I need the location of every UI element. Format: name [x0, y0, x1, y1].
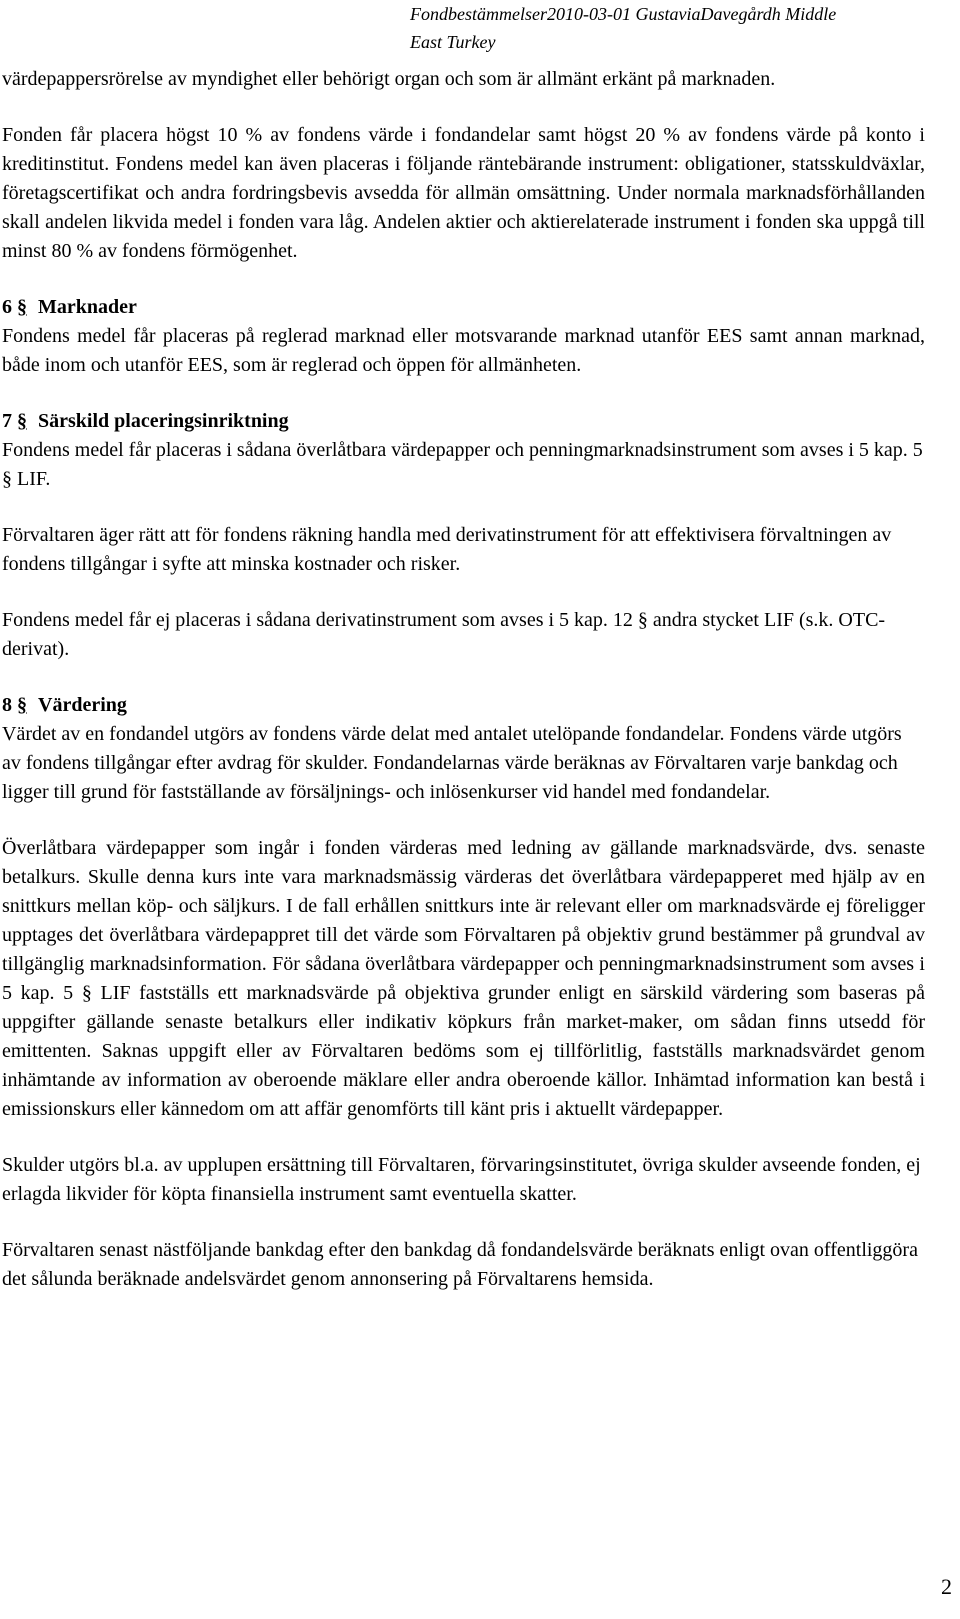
section-symbol: §: [17, 410, 27, 432]
section-8-body: Värdet av en fondandel utgörs av fondens värde delat med antalet utelöpande fondandelar. Fondens värde utgörs av fondens tillgångar efter avdrag för skulder. Fondandelarnas värde beräknas av Förvaltaren varje bankdag och ligger till grund för fastställande av försäljnings- och inlösenkurser vid handel med fondandelar.: [2, 723, 902, 803]
header-line-1: Fondbestämmelser2010-03-01 GustaviaDavegårdh Middle: [410, 4, 837, 24]
document-header: [410, 0, 930, 56]
section-symbol: §: [17, 694, 27, 716]
section-8-number: 8: [2, 694, 12, 716]
section-7-title: Särskild placeringsinriktning: [38, 410, 289, 432]
section-symbol: §: [17, 296, 27, 318]
section-8: [2, 691, 925, 1294]
section-7-body: Fondens medel får placeras i sådana överlåtbara värdepapper och penningmarknadsinstrument som avses i 5 kap. 5 § LIF.: [2, 439, 923, 490]
section-7-otc: Fondens medel får ej placeras i sådana derivatinstrument som avses i 5 kap. 12 § andra stycket LIF (s.k. OTC-derivat).: [2, 609, 886, 660]
section-7-heading: [2, 407, 925, 436]
paragraph-market-recognition: värdepappersrörelse av myndighet eller behörigt organ och som är allmänt erkänt på marknaden.: [2, 68, 776, 90]
section-6-number: 6: [2, 296, 12, 318]
section-8-liabilities: Skulder utgörs bl.a. av upplupen ersättning till Förvaltaren, förvaringsinstitutet, övriga skulder avseende fonden, ej erlagda likvider för köpta finansiella instrument samt eventuella skatter.: [2, 1154, 921, 1205]
header-line-2: East Turkey: [410, 32, 496, 52]
section-8-valuation: Överlåtbara värdepapper som ingår i fonden värderas med ledning av gällande marknadsvärde, dvs. senaste betalkurs. Skulle denna kurs inte vara marknadsmässig värderas det överlåtbara värdepapperet med hjälp av en snittkurs mellan köp- och säljkurs. I de fall erhållen snittkurs inte är relevant eller om marknadsvärde ej föreligger upptages det överlåtbara värdepappret till det värde som Förvaltaren på objektiv grund bestämmer på grundval av tillgänglig marknadsinformation. För sådana överlåtbara värdepapper och penningmarknadsinstrument som avses i 5 kap. 5 § LIF fastställs ett marknadsvärde på objektiva grunder enligt en särskild värdering som baseras på uppgifter gällande senaste betalkurs eller indikativ köpkurs från market-maker, om sådan finns utsedd för emittenten. Saknas uppgift eller av Förvaltaren bedöms som ej tillförlitlig, fastställs marknadsvärdet genom inhämtande av information av oberoende mäklare eller andra oberoende källor. Inhämtad information kan bestå i emissionskurs eller kännedom om att affär genomförts till känt pris i aktuellt värdepapper.: [2, 837, 925, 1120]
section-6-title: Marknader: [38, 296, 137, 318]
section-6-heading: [2, 293, 925, 322]
section-7: [2, 407, 925, 664]
document-body: [2, 65, 925, 1321]
page-number: 2: [941, 1574, 952, 1599]
section-6-body: Fondens medel får placeras på reglerad marknad eller motsvarande marknad utanför EES samt annan marknad, både inom och utanför EES, som är reglerad och öppen för allmänheten.: [2, 325, 925, 376]
section-8-heading: [2, 691, 925, 720]
paragraph-placement-limits: Fonden får placera högst 10 % av fondens värde i fondandelar samt högst 20 % av fondens värde på konto i kreditinstitut. Fondens medel kan även placeras i följande räntebärande instrument: obligationer, statsskuldväxlar, företagscertifikat och andra fordringsbevis avsedda för allmän omsättning. Under normala marknadsförhållanden skall andelen likvida medel i fonden vara låg. Andelen aktier och aktierelaterade instrument i fonden ska uppgå till minst 80 % av fondens förmögenhet.: [2, 124, 925, 262]
section-7-number: 7: [2, 410, 12, 432]
section-8-title: Värdering: [38, 694, 127, 716]
section-8-publication: Förvaltaren senast nästföljande bankdag efter den bankdag då fondandelsvärde beräknats enligt ovan offentliggöra det sålunda beräknade andelsvärdet genom annonsering på Förvaltarens hemsida.: [2, 1239, 918, 1290]
section-6: [2, 293, 925, 380]
section-7-derivatives: Förvaltaren äger rätt att för fondens räkning handla med derivatinstrument för att effektivisera förvaltningen av fondens tillgångar i syfte att minska kostnader och risker.: [2, 524, 892, 575]
